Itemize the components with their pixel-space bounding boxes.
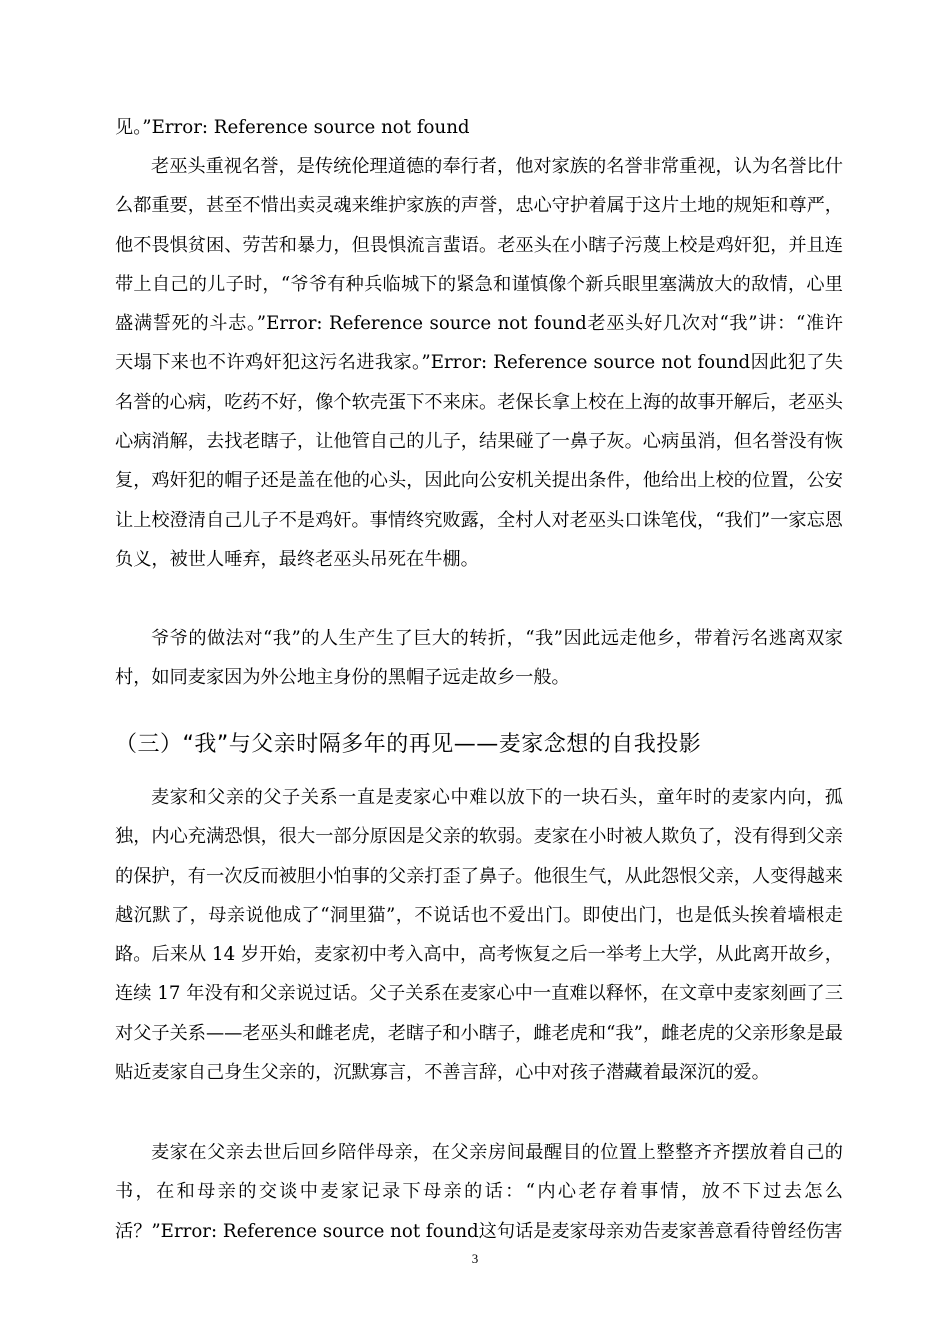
paragraph-text: 爷爷的做法对“我”的人生产生了巨大的转折，“我”因此远走他乡，带着污名逃离双家村，如同麦家因为外公地主身份的黑帽子远走故乡一般。 [115,628,843,689]
paragraph-text: 麦家在父亲去世后回乡陪伴母亲，在父亲房间最醒目的位置上整整齐齐摆放着自己的书，在和母亲的交谈中麦家记录下母亲的话：“内心老存着事情，放不下过去怎么活？”Error: Reference source not found这句话是麦家母亲劝告麦家善意看待曾经伤害 [115,1142,843,1242]
body-paragraph-continued [115,108,843,147]
body-paragraph-2 [115,619,843,698]
paragraph-text: 见。”Error: Reference source not found [115,117,470,138]
body-paragraph-1 [115,147,843,579]
section-heading: （三）“我”与父亲时隔多年的再见——麦家念想的自我投影 [115,732,702,757]
body-paragraph-3 [115,778,843,1092]
body-paragraph-4 [115,1133,843,1251]
paragraph-text: 麦家和父亲的父子关系一直是麦家心中难以放下的一块石头，童年时的麦家内向，孤独，内心充满恐惧，很大一部分原因是父亲的软弱。麦家在小时被人欺负了，没有得到父亲的保护，有一次反而被胆小怕事的父亲打歪了鼻子。他很生气，从此怨恨父亲，人变得越来越沉默了，母亲说他成了“洞里猫”，不说话也不爱出门。即使出门，也是低头挨着墙根走路。后来从 14 岁开始，麦家初中考入高中，高考恢复之后一举考上大学，从此离开故乡，连续 17 年没有和父亲说过话。父子关系在麦家心中一直难以释怀，在文章中麦家刻画了三对父子关系——老巫头和雌老虎，老瞎子和小瞎子，雌老虎和“我”，雌老虎的父亲形象是最贴近麦家自己身生父亲的，沉默寡言，不善言辞，心中对孩子潜藏着最深沉的爱。 [115,787,843,1084]
page-number: 3 [471,1251,479,1266]
paragraph-text: 老巫头重视名誉，是传统伦理道德的奉行者，他对家族的名誉非常重视，认为名誉比什么都重要，甚至不惜出卖灵魂来维护家族的声誉，忠心守护着属于这片土地的规矩和尊严，他不畏惧贫困、劳苦和暴力，但畏惧流言蜚语。老巫头在小瞎子污蔑上校是鸡奸犯，并且连带上自己的儿子时，“爷爷有种兵临城下的紧急和谨慎像个新兵眼里塞满放大的敌情，心里盛满誓死的斗志。”Error: Reference source not found老巫头好几次对“我”讲：“准许天塌下来也不许鸡奸犯这污名进我家。”Error: Reference source not found因此犯了失名誉的心病，吃药不好，像个软壳蛋下不来床。老保长拿上校在上海的故事开解后，老巫头心病消解，去找老瞎子，让他管自己的儿子，结果碰了一鼻子灰。心病虽消，但名誉没有恢复，鸡奸犯的帽子还是盖在他的心头，因此向公安机关提出条件，他给出上校的位置，公安让上校澄清自己儿子不是鸡奸。事情终究败露，全村人对老巫头口诛笔伐，“我们”一家忘恩负义，被世人唾弃，最终老巫头吊死在牛棚。 [115,156,843,570]
